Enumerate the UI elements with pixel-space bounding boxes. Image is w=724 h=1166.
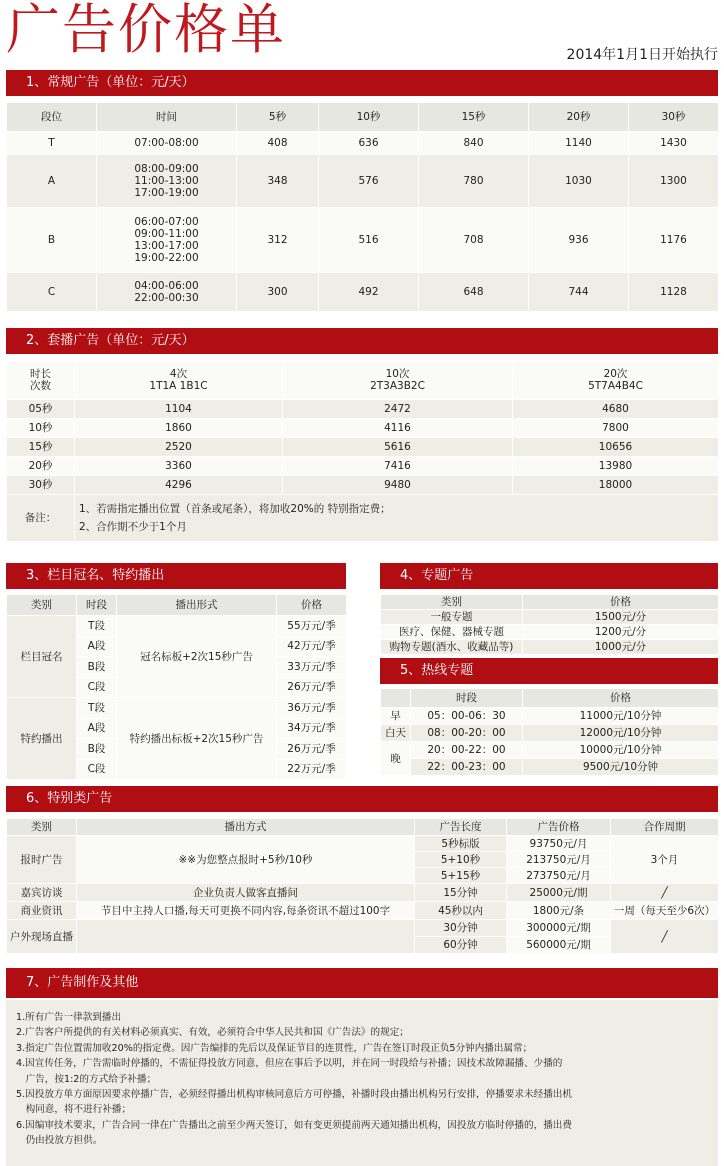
table-row bbox=[381, 640, 719, 655]
table-cell: 708 bbox=[419, 208, 529, 273]
table-cell: 45秒以内 bbox=[415, 902, 507, 920]
table-cell: 13980 bbox=[513, 457, 719, 476]
note-line: 构同意，将不进行补播； bbox=[16, 1104, 132, 1116]
table-row bbox=[7, 698, 347, 719]
table-cell: 嘉宾访谈 bbox=[7, 884, 77, 902]
note-line: 4.因宣传任务，广告需临时停播的，不需征得投放方同意，但应在事后予以明，并在同一时段给与补播；因技术故障漏播、少播的 bbox=[16, 1058, 563, 1070]
table-cell: 1500元/分 bbox=[523, 610, 719, 625]
table-cell: 1300 bbox=[629, 155, 719, 208]
table-cell: 1140 bbox=[529, 132, 629, 155]
category-cell: 栏目冠名 bbox=[7, 616, 77, 698]
column-header: 价格 bbox=[523, 689, 719, 708]
table-cell: 55万元/季 bbox=[277, 616, 347, 637]
column-header: 广告长度 bbox=[415, 819, 507, 836]
hotline-table bbox=[380, 688, 719, 776]
table-row bbox=[7, 457, 719, 476]
table-cell: 300 bbox=[237, 273, 319, 312]
column-header: 播出形式 bbox=[117, 595, 277, 616]
section-7-header: 7、广告制作及其他 bbox=[6, 968, 718, 998]
note-line: 5.因投放方单方面原因要求停播广告，必须经得播出机构审核同意后方可停播，补播时段由播出机构另行安排，停播要求未经播出机 bbox=[16, 1089, 572, 1101]
note-row bbox=[7, 495, 719, 542]
table-cell: 1176 bbox=[629, 208, 719, 273]
table-cell: 26万元/季 bbox=[277, 739, 347, 760]
table-cell: B段 bbox=[77, 739, 117, 760]
section-5-header: 5、热线专题 bbox=[380, 658, 718, 684]
table-cell: 1000元/分 bbox=[523, 640, 719, 655]
note-text: 1、若需指定播出位置（首条或尾条），将加收20%的 特别指定费； 2、合作期不少于1个月 bbox=[75, 495, 719, 542]
note-line: 3.指定广告位置需加收20%的指定费。因广告编排的先后以及保证节目的连贯性，广告在签订时段正负5分钟内播出属常； bbox=[16, 1042, 533, 1054]
column-header: 20秒 bbox=[529, 103, 629, 132]
table-cell bbox=[77, 920, 415, 954]
table-cell: 42万元/季 bbox=[277, 636, 347, 657]
table-cell: 企业负责人做客直播间 bbox=[77, 884, 415, 902]
table-cell: 白天 bbox=[381, 725, 411, 742]
table-cell: 516 bbox=[319, 208, 419, 273]
column-header: 30秒 bbox=[629, 103, 719, 132]
table-header-row bbox=[7, 103, 719, 132]
column-header: 类别 bbox=[7, 819, 77, 836]
table-cell: 一周（每天至少6次） bbox=[611, 902, 719, 920]
column-header: 4次 1T1A 1B1C bbox=[75, 361, 283, 400]
form-cell: 冠名标板+2次15秒广告 bbox=[117, 616, 277, 698]
table-cell bbox=[381, 689, 411, 708]
table-cell: 22万元/季 bbox=[277, 759, 347, 780]
table-cell: 04:00-06:00 22:00-00:30 bbox=[97, 273, 237, 312]
table-row bbox=[7, 400, 719, 419]
table-cell: 840 bbox=[419, 132, 529, 155]
column-header: 时段 bbox=[411, 689, 523, 708]
column-header: 广告价格 bbox=[507, 819, 611, 836]
table-cell: 2520 bbox=[75, 438, 283, 457]
table-cell: 报时广告 bbox=[7, 836, 77, 884]
column-header: 类别 bbox=[7, 595, 77, 616]
table-cell: 医疗、保健、器械专题 bbox=[381, 625, 523, 640]
column-header: 段位 bbox=[7, 103, 97, 132]
table-cell: 636 bbox=[319, 132, 419, 155]
table-header-row bbox=[7, 819, 719, 836]
table-cell: 22：00-23：00 bbox=[411, 759, 523, 776]
table-cell: 5616 bbox=[283, 438, 513, 457]
table-row bbox=[7, 273, 719, 312]
table-cell: 10656 bbox=[513, 438, 719, 457]
note-line: 仍由投放方担供。 bbox=[16, 1135, 103, 1147]
column-header: 播出方式 bbox=[77, 819, 415, 836]
table-cell: 273750元/月 bbox=[507, 868, 611, 884]
column-header: 10秒 bbox=[319, 103, 419, 132]
table-row bbox=[7, 208, 719, 273]
table-cell: 一般专题 bbox=[381, 610, 523, 625]
table-row bbox=[381, 759, 719, 776]
column-header: 20次 5T7A4B4C bbox=[513, 361, 719, 400]
table-cell: 5+15秒 bbox=[415, 868, 507, 884]
table-cell: A段 bbox=[77, 636, 117, 657]
table-cell: 93750元/月 bbox=[507, 836, 611, 852]
table-row bbox=[7, 616, 347, 637]
table-header-row bbox=[7, 595, 347, 616]
table-cell: A段 bbox=[77, 718, 117, 739]
section-3-header: 3、栏目冠名、特约播出 bbox=[6, 563, 346, 589]
table-cell: 30分钟 bbox=[415, 920, 507, 937]
table-cell: 商业资讯 bbox=[7, 902, 77, 920]
note-line: 2.广告客户所提供的有关材料必须真实、有效，必须符合中华人民共和国《广告法》的规定； bbox=[16, 1027, 409, 1039]
category-cell: 特约播出 bbox=[7, 698, 77, 780]
table-cell: 780 bbox=[419, 155, 529, 208]
table-cell: 648 bbox=[419, 273, 529, 312]
table-cell: C段 bbox=[77, 759, 117, 780]
table-cell: 1104 bbox=[75, 400, 283, 419]
section-2-header: 2、套播广告（单位：元/天） bbox=[6, 328, 718, 354]
table-cell: 576 bbox=[319, 155, 419, 208]
table-cell: 7800 bbox=[513, 419, 719, 438]
table-cell: 晚 bbox=[381, 742, 411, 776]
table-cell: 4116 bbox=[283, 419, 513, 438]
table-cell: 3360 bbox=[75, 457, 283, 476]
table-cell: 213750元/月 bbox=[507, 852, 611, 868]
table-row bbox=[7, 884, 719, 902]
column-header: 价格 bbox=[277, 595, 347, 616]
table-cell: 户外现场直播 bbox=[7, 920, 77, 954]
table-row bbox=[381, 625, 719, 640]
table-row bbox=[7, 902, 719, 920]
column-header: 5秒 bbox=[237, 103, 319, 132]
table-header-row bbox=[381, 595, 719, 610]
table-cell: 492 bbox=[319, 273, 419, 312]
table-cell: 408 bbox=[237, 132, 319, 155]
table-row bbox=[7, 132, 719, 155]
table-header-row bbox=[381, 689, 719, 708]
table-cell: 26万元/季 bbox=[277, 677, 347, 698]
corner-header: 时长 次数 bbox=[7, 361, 75, 400]
section-4-header: 4、专题广告 bbox=[380, 563, 718, 589]
table-cell: 744 bbox=[529, 273, 629, 312]
table-cell: 560000元/期 bbox=[507, 937, 611, 954]
table-cell: 4296 bbox=[75, 476, 283, 495]
table-row bbox=[7, 920, 719, 937]
table-cell: C段 bbox=[77, 677, 117, 698]
package-ad-table bbox=[6, 360, 719, 542]
column-header: 15秒 bbox=[419, 103, 529, 132]
table-cell: 20：00-22：00 bbox=[411, 742, 523, 759]
table-cell: 早 bbox=[381, 708, 411, 725]
table-cell: 33万元/季 bbox=[277, 657, 347, 678]
table-row bbox=[381, 708, 719, 725]
note-label: 备注： bbox=[7, 495, 75, 542]
special-topic-table bbox=[380, 594, 719, 655]
table-row bbox=[7, 836, 719, 852]
table-cell: 9500元/10分钟 bbox=[523, 759, 719, 776]
production-notes bbox=[6, 1000, 718, 1166]
table-header-row bbox=[7, 361, 719, 400]
table-row bbox=[7, 155, 719, 208]
table-cell: 15分钟 bbox=[415, 884, 507, 902]
table-cell: 5+10秒 bbox=[415, 852, 507, 868]
table-cell: B段 bbox=[77, 657, 117, 678]
table-row bbox=[381, 725, 719, 742]
table-cell: 25000元/期 bbox=[507, 884, 611, 902]
form-cell: 特约播出标板+2次15秒广告 bbox=[117, 698, 277, 780]
table-row bbox=[7, 419, 719, 438]
column-header: 时间 bbox=[97, 103, 237, 132]
table-cell: 18000 bbox=[513, 476, 719, 495]
table-cell: 3个月 bbox=[611, 836, 719, 884]
table-cell: 2472 bbox=[283, 400, 513, 419]
table-cell: 312 bbox=[237, 208, 319, 273]
table-cell: 06:00-07:00 09:00-11:00 13:00-17:00 19:00-22:00 bbox=[97, 208, 237, 273]
table-cell: 05：00-06：30 bbox=[411, 708, 523, 725]
column-header: 价格 bbox=[523, 595, 719, 610]
table-cell: A bbox=[7, 155, 97, 208]
table-cell: 36万元/季 bbox=[277, 698, 347, 719]
table-cell: 08：00-20：00 bbox=[411, 725, 523, 742]
column-header: 类别 bbox=[381, 595, 523, 610]
table-cell: 348 bbox=[237, 155, 319, 208]
column-header: 合作周期 bbox=[611, 819, 719, 836]
table-cell: 10000元/10分钟 bbox=[523, 742, 719, 759]
page-title: 广告价格单 bbox=[6, 0, 286, 61]
table-cell: 30秒 bbox=[7, 476, 75, 495]
table-cell: C bbox=[7, 273, 97, 312]
table-cell: 20秒 bbox=[7, 457, 75, 476]
table-cell: B bbox=[7, 208, 97, 273]
table-cell: 1860 bbox=[75, 419, 283, 438]
table-cell: T段 bbox=[77, 698, 117, 719]
table-cell: 05秒 bbox=[7, 400, 75, 419]
table-cell: 11000元/10分钟 bbox=[523, 708, 719, 725]
table-cell: 5秒标版 bbox=[415, 836, 507, 852]
effective-date: 2014年1月1日开始执行 bbox=[566, 47, 718, 63]
table-cell: 购物专题(酒水、收藏品等) bbox=[381, 640, 523, 655]
table-cell: 1128 bbox=[629, 273, 719, 312]
column-header: 10次 2T3A3B2C bbox=[283, 361, 513, 400]
table-cell: 1430 bbox=[629, 132, 719, 155]
table-cell: ※※为您整点报时+5秒/10秒 bbox=[77, 836, 415, 884]
table-row bbox=[381, 742, 719, 759]
table-cell: 936 bbox=[529, 208, 629, 273]
table-row bbox=[7, 476, 719, 495]
table-cell: 4680 bbox=[513, 400, 719, 419]
table-cell: 12000元/10分钟 bbox=[523, 725, 719, 742]
table-cell: 1030 bbox=[529, 155, 629, 208]
table-cell: 07:00-08:00 bbox=[97, 132, 237, 155]
dash-mark: ╱ bbox=[611, 920, 719, 954]
table-cell: 9480 bbox=[283, 476, 513, 495]
sponsorship-table bbox=[6, 594, 347, 780]
section-1-header: 1、常规广告（单位：元/天） bbox=[6, 70, 718, 96]
table-cell: 300000元/期 bbox=[507, 920, 611, 937]
table-row bbox=[381, 610, 719, 625]
table-cell: 08:00-09:00 11:00-13:00 17:00-19:00 bbox=[97, 155, 237, 208]
table-cell: T bbox=[7, 132, 97, 155]
table-cell: 7416 bbox=[283, 457, 513, 476]
note-line: 1.所有广告一律款到播出 bbox=[16, 1012, 122, 1023]
table-cell: 60分钟 bbox=[415, 937, 507, 954]
table-cell: 15秒 bbox=[7, 438, 75, 457]
special-ad-table bbox=[6, 818, 719, 954]
table-cell: 34万元/季 bbox=[277, 718, 347, 739]
table-cell: 1200元/分 bbox=[523, 625, 719, 640]
table-cell: 节目中主持人口播,每天可更换不同内容,每条资讯不超过100字 bbox=[77, 902, 415, 920]
note-line: 广告，按1:2的方式给予补播； bbox=[16, 1073, 157, 1085]
section-6-header: 6、特别类广告 bbox=[6, 786, 718, 812]
regular-ad-table bbox=[6, 102, 719, 312]
table-cell: 10秒 bbox=[7, 419, 75, 438]
column-header: 时段 bbox=[77, 595, 117, 616]
dash-mark: ╱ bbox=[611, 884, 719, 902]
table-cell: 1800元/条 bbox=[507, 902, 611, 920]
table-row bbox=[7, 438, 719, 457]
note-line: 6.因编审技术要求，广告合同一律在广告播出之前至少两天签订，如有变更须提前两天通知播出机构，因投放方临时停播的，播出费 bbox=[16, 1119, 572, 1131]
table-cell: T段 bbox=[77, 616, 117, 637]
